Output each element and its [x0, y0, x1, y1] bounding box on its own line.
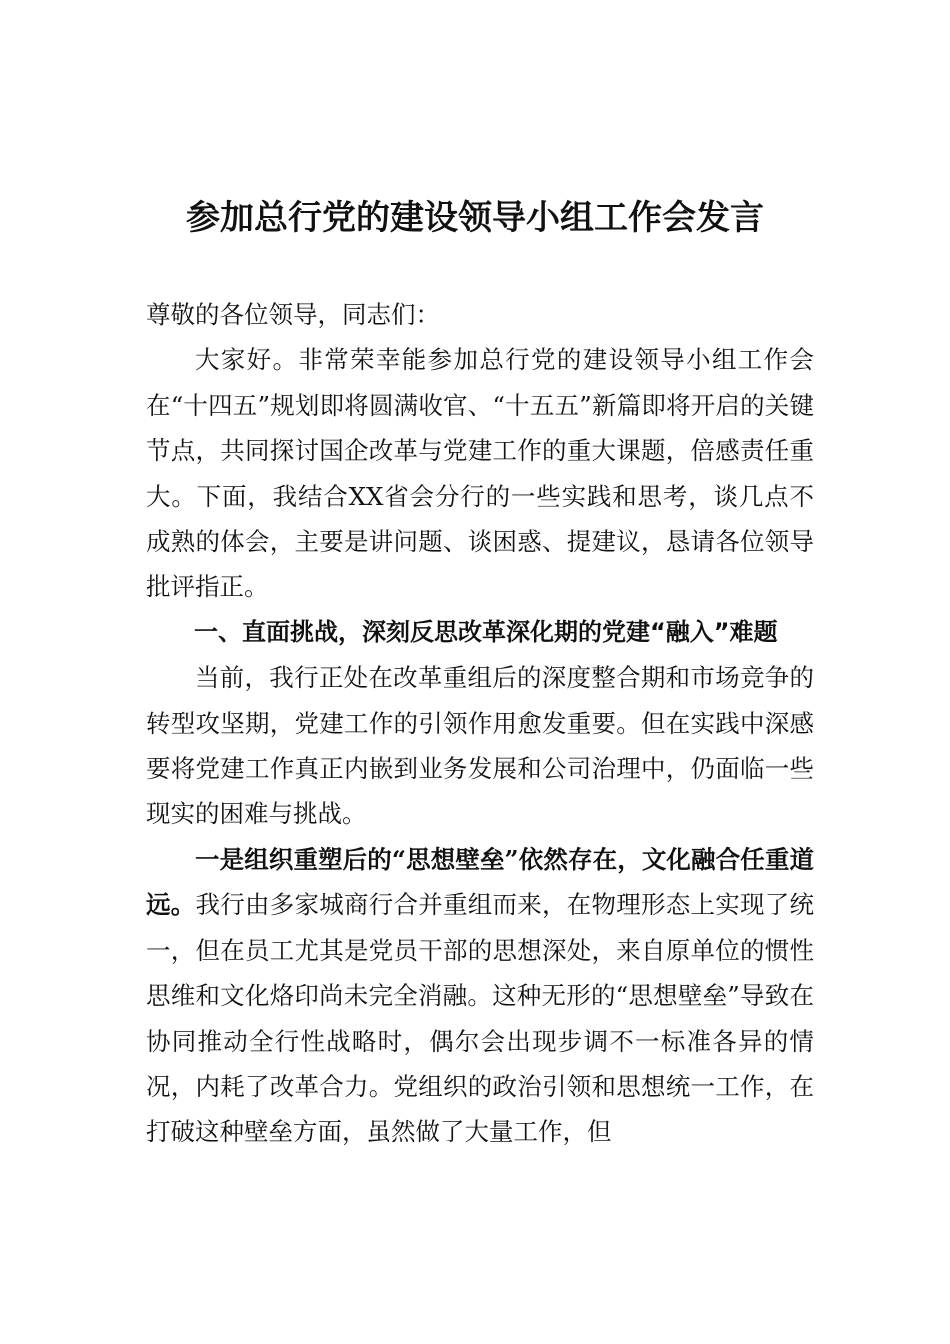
point-text-1: 我行由多家城商行合并重组而来，在物理形态上实现了统一，但在员工尤其是党员干部的思想深处，来自原单位的惯性思维和文化烙印尚未完全消融。这种无形的“思想壁垒”导致在协同推动全行性战略时，偶尔会出现步调不一标准各异的情况，内耗了改革合力。党组织的政治引领和思想统一工作，在打破这种壁垒方面，虽然做了大量工作，但 — [146, 890, 814, 1147]
document-body — [146, 292, 814, 1155]
section-paragraph-1: 当前，我行正处在改革重组后的深度整合期和市场竞争的转型攻坚期，党建工作的引领作用愈发重要。但在实践中深感要将党建工作真正内嵌到业务发展和公司治理中，仍面临一些现实的困难与挑战。 — [146, 663, 814, 829]
point-lead-1: 一是组织重塑后的“思想壁垒”依然存在，文化融合任重道远。 — [146, 844, 814, 920]
salutation: 尊敬的各位领导，同志们： — [146, 300, 440, 329]
section-heading-1: 一、直面挑战，深刻反思改革深化期的党建“融入”难题 — [194, 617, 778, 646]
intro-paragraph: 大家好。非常荣幸能参加总行党的建设领导小组工作会在“十四五”规划即将圆满收官、“十五五”新篇即将开启的关键节点，共同探讨国企改革与党建工作的重大课题，倍感责任重大。下面，我结合XX省会分行的一些实践和思考，谈几点不成熟的体会，主要是讲问题、谈困惑、提建议，恳请各位领导批评指正。 — [146, 345, 814, 602]
point-paragraph-1 — [146, 837, 814, 1155]
document-title: 参加总行党的建设领导小组工作会发言 — [186, 198, 764, 238]
